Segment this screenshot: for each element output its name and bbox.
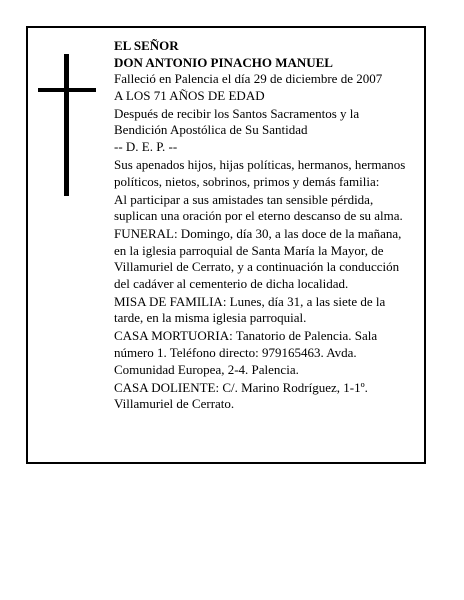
sacraments-line: Después de recibir los Santos Sacramentos y la [114, 105, 360, 121]
family-mass-paragraph [114, 294, 420, 327]
family-paragraph [114, 157, 420, 190]
cross-horizontal-bar [38, 88, 96, 92]
death-info: Falleció en Palencia el día 29 de diciembre de 2007 [114, 71, 383, 87]
cross-icon [38, 54, 96, 196]
deceased-name: DON ANTONIO PINACHO MANUEL [114, 54, 333, 70]
request-line: suplican una oración por el eterno descanso de su alma. [114, 208, 403, 224]
mortuary-line: CASA MORTUORIA: Tanatorio de Palencia. Sala [114, 328, 378, 344]
home-paragraph [114, 380, 420, 413]
funeral-paragraph [114, 226, 420, 292]
request-paragraph [114, 192, 420, 225]
family-line: políticos, nietos, sobrinos, primos y demás familia: [114, 173, 380, 189]
age-info: A LOS 71 AÑOS DE EDAD [114, 87, 265, 103]
mortuary-line: número 1. Teléfono directo: 979165463. Avda. [114, 345, 357, 361]
mortuary-line: Comunidad Europea, 2-4. Palencia. [114, 361, 299, 377]
mass-line: MISA DE FAMILIA: Lunes, día 31, a las siete de la [114, 293, 386, 309]
notice-heading: EL SEÑOR [114, 38, 179, 53]
rest-in-peace: -- D. E. P. -- [114, 138, 178, 154]
home-line: CASA DOLIENTE: C/. Marino Rodríguez, 1-1º. [114, 379, 368, 395]
funeral-line: en la iglesia parroquial de Santa María la Mayor, de [114, 242, 384, 258]
mass-line: tarde, en la misma iglesia parroquial. [114, 310, 307, 326]
home-line: Villamuriel de Cerrato. [114, 396, 235, 412]
mortuary-paragraph [114, 328, 420, 378]
sacraments-paragraph [114, 106, 420, 139]
request-line: Al participar a sus amistades tan sensible pérdida, [114, 191, 374, 207]
family-line: Sus apenados hijos, hijas políticas, hermanos, hermanos [114, 156, 406, 172]
sacraments-line: Bendición Apostólica de Su Santidad [114, 122, 308, 138]
funeral-line: Villamuriel de Cerrato, y a continuación la conducción [114, 259, 400, 275]
funeral-line: FUNERAL: Domingo, día 30, a las doce de la mañana, [114, 226, 402, 242]
funeral-line: del cadáver al cementerio de dicha localidad. [114, 275, 349, 291]
cross-vertical-bar [64, 54, 69, 196]
notice-text [114, 38, 420, 413]
